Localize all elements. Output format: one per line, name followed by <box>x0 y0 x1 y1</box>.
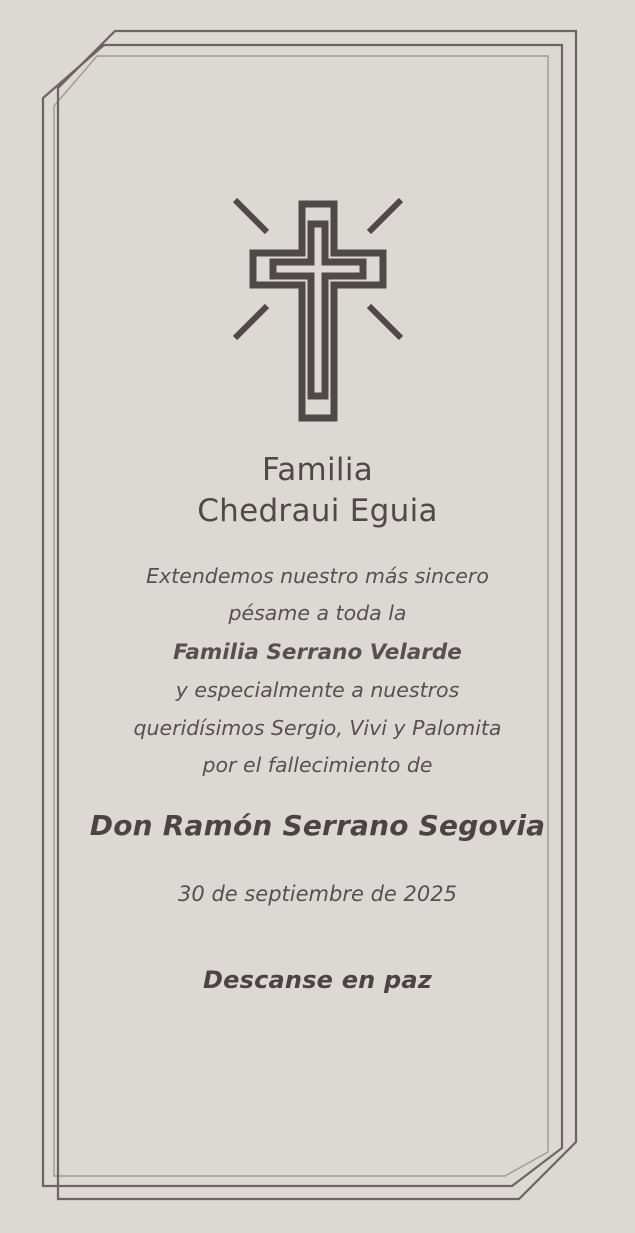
closing-message: Descanse en paz <box>203 965 432 994</box>
deceased-name: Don Ramón Serrano Segovia <box>89 808 546 842</box>
message-line-4: queridísimos Sergio, Vivi y Palomita <box>133 715 502 740</box>
family-name-line-2: Chedraui Eguia <box>197 492 438 529</box>
message-line-3: y especialmente a nuestros <box>175 678 460 703</box>
message-line-1: Extendemos nuestro más sincero <box>146 563 489 588</box>
message-line-5: por el fallecimiento de <box>202 753 433 778</box>
message-line-2: pésame a toda la <box>228 601 407 626</box>
date-of-passing: 30 de septiembre de 2025 <box>178 881 457 906</box>
message-highlight-family: Familia Serrano Velarde <box>173 639 462 665</box>
cross-with-rays-icon <box>223 196 413 426</box>
family-name <box>197 450 438 532</box>
family-name-line-1: Familia <box>261 452 374 488</box>
condolence-message <box>133 558 501 785</box>
